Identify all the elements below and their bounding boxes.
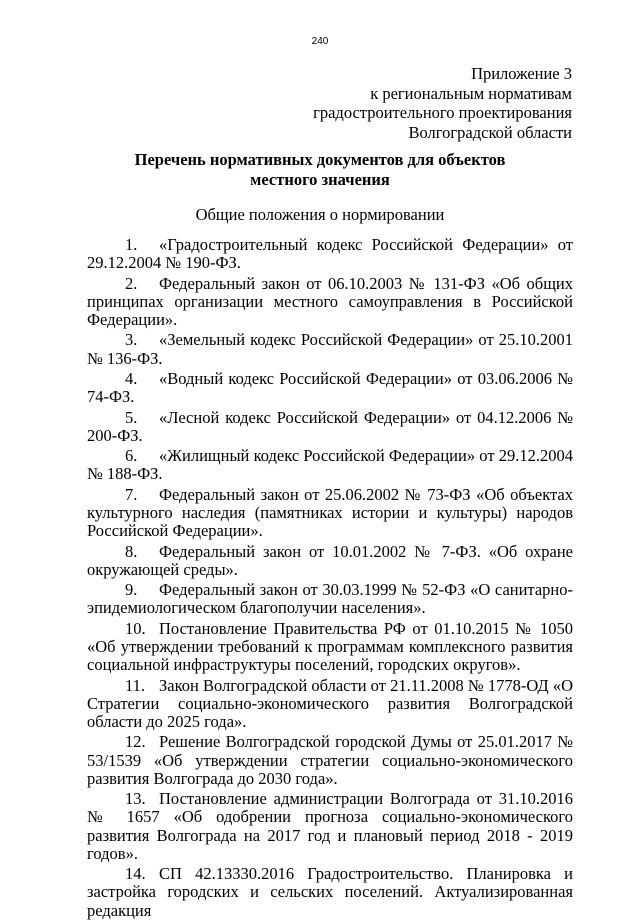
list-item-text: «Жилищный кодекс Российской Федерации» от 29.12.2004 № 188-ФЗ.	[87, 446, 573, 484]
list-item-number: 12.	[125, 732, 146, 752]
list-item	[87, 865, 573, 920]
list-item	[87, 331, 573, 367]
list-item-number: 3.	[125, 330, 138, 350]
appendix-line: градостроительного проектирования	[313, 103, 572, 122]
appendix-line: Волгоградской области	[408, 122, 572, 142]
appendix-line: к региональным нормативам	[370, 83, 572, 103]
document-title-line-2: местного значения	[250, 169, 390, 189]
list-item-number: 11.	[125, 675, 146, 695]
appendix-line: Приложение 3	[471, 64, 572, 83]
list-item-text: Постановление Правительства РФ от 01.10.2015 № 1050 «Об утверждении требований к программам комплексного развития социальной инфраструктуры поселений, городских округов».	[87, 618, 573, 675]
list-item-number: 10.	[125, 618, 146, 638]
list-item	[87, 370, 573, 406]
list-item-text: Федеральный закон от 06.10.2003 № 131-ФЗ «Об общих принципах организации местного самоуправления в Российской Федерации».	[87, 273, 573, 329]
list-item-text: Федеральный закон от 10.01.2002 № 7-ФЗ. «Об охране окружающей среды».	[87, 541, 573, 579]
list-item	[87, 790, 573, 863]
list-item-number: 14.	[125, 864, 146, 884]
document-title-line-1: Перечень нормативных документов для объектов	[134, 150, 506, 169]
list-item	[87, 543, 573, 579]
list-item-text: Федеральный закон от 30.03.1999 № 52-ФЗ «О санитарно-эпидемиологическом благополучии населения».	[87, 580, 573, 618]
list-item	[87, 581, 573, 617]
list-item-number: 1.	[125, 235, 138, 254]
list-item	[87, 409, 573, 445]
list-item-text: «Градостроительный кодекс Российской Федерации» от 29.12.2004 № 190-ФЗ.	[87, 235, 573, 273]
list-item-number: 6.	[125, 446, 138, 466]
list-item	[87, 620, 573, 675]
appendix-header	[313, 64, 572, 142]
list-item-number: 4.	[125, 368, 138, 388]
list-item	[87, 486, 573, 541]
list-item-number: 7.	[125, 484, 138, 504]
list-item-number: 8.	[125, 541, 138, 561]
list-item-text: Федеральный закон от 25.06.2002 № 73-ФЗ «Об объектах культурного наследия (памятниках истории и культуры) народов Российской Федерации».	[87, 484, 573, 541]
list-item-text: Решение Волгоградской городской Думы от 25.01.2017 № 53/1539 «Об утверждении стратегии социально-экономического развития Волгограда до 2030 года».	[87, 732, 573, 788]
section-title: Общие положения о нормировании	[195, 205, 445, 224]
list-item-number: 13.	[125, 789, 146, 809]
list-item	[87, 733, 573, 788]
list-item-number: 5.	[125, 407, 138, 427]
list-item	[87, 677, 573, 732]
list-item-text: Постановление администрации Волгограда от 31.10.2016 № 1657 «Об одобрении прогноза социально-экономического развития Волгограда на 2017 год и плановый период 2018 - 2019 годов».	[87, 789, 573, 863]
page-number: 240	[311, 36, 329, 47]
document-list	[87, 236, 573, 922]
list-item-text: «Земельный кодекс Российской Федерации» от 25.10.2001 № 136-ФЗ.	[87, 330, 573, 368]
list-item-text: «Лесной кодекс Российской Федерации» от 04.12.2006 № 200-ФЗ.	[87, 407, 573, 445]
list-item-text: Закон Волгоградской области от 21.11.2008 № 1778-ОД «О Стратегии социально-экономического развития Волгоградской области до 2025 года».	[87, 675, 573, 731]
document-title	[0, 150, 640, 189]
list-item-text: «Водный кодекс Российской Федерации» от 03.06.2006 № 74-ФЗ.	[87, 368, 573, 407]
list-item-text: СП 42.13330.2016 Градостроительство. Планировка и застройка городских и сельских поселений. Актуализированная редакция	[87, 864, 573, 920]
list-item-number: 9.	[125, 580, 138, 600]
list-item-number: 2.	[125, 273, 138, 293]
list-item	[87, 236, 573, 272]
list-item	[87, 275, 573, 330]
list-item	[87, 447, 573, 483]
